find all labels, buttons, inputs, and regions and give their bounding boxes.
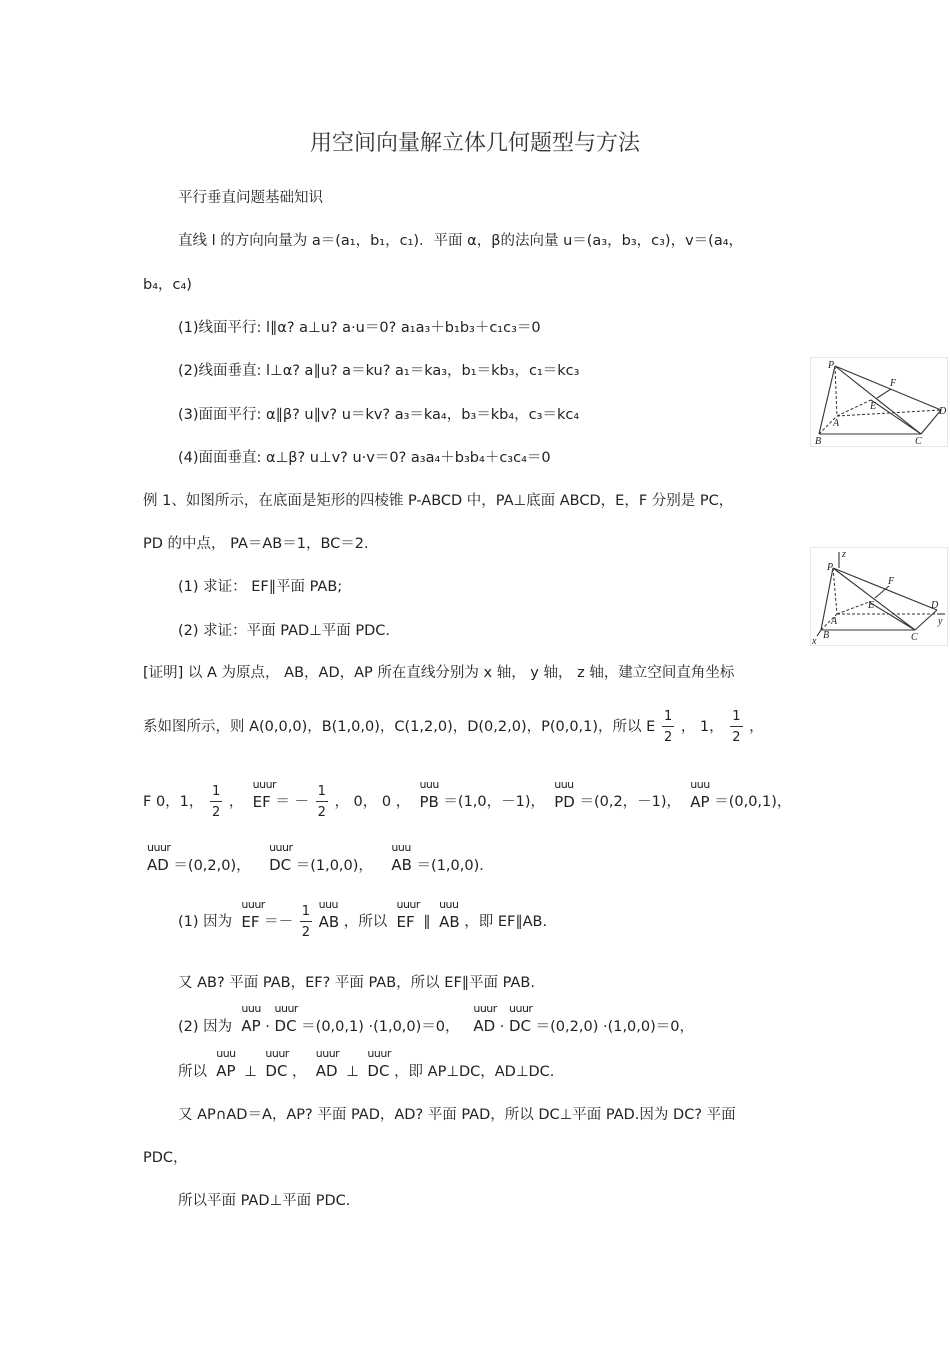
comma: ， (292, 1064, 307, 1080)
vector-ef: uuur EF (253, 795, 271, 810)
step2-because: (2) 因为 (178, 1019, 233, 1035)
label-e: E (870, 401, 877, 412)
fraction-half: $\frac{1}{2}$ (212, 784, 221, 820)
vector-ad: uuur AD (316, 1064, 338, 1079)
example-line-2: PD 的中点， PA＝AB＝1，BC＝2. (143, 536, 369, 552)
rule-perp-line-plane: (2)线面垂直: l⊥α? a∥u? a＝ku? a₁＝ka₃，b₁＝kb₃，c₁＝kc₃ (178, 363, 580, 379)
ad-value: ＝(0,2,0)， (173, 858, 251, 874)
f-coordinate: F 0，1， (143, 793, 204, 810)
vector-ad: uuur AD (473, 1019, 495, 1034)
fraction-half: $\frac{1}{2}$ (301, 904, 310, 940)
vector-ap: uuu AP (216, 1064, 235, 1079)
label-y: y (938, 616, 943, 627)
label-e: E (868, 600, 875, 611)
vector-pd: uuu PD (554, 795, 575, 810)
proof-step-1 (178, 905, 547, 939)
ef-equals: ＝ － (275, 793, 309, 810)
label-p: P (827, 562, 834, 573)
perp-symbol: ⊥ (346, 1064, 359, 1080)
label-x: x (812, 636, 817, 646)
comma: ， (749, 718, 764, 735)
ap-value: ＝(0,0,1)， (714, 793, 792, 810)
example-question-1: (1) 求证： EF∥平面 PAB; (178, 579, 343, 595)
label-f: F (888, 576, 895, 587)
vector-ef: uuur EF (241, 915, 259, 930)
example-question-2: (2) 求证：平面 PAD⊥平面 PDC. (178, 623, 391, 639)
step1-so: ，所以 (343, 913, 388, 930)
vector-ab: uuu AB (319, 915, 340, 930)
rule-perp-planes: (4)面面垂直: α⊥β? u⊥v? u·v＝0? a₃a₄＋b₃b₄＋c₃c₄＝0 (178, 450, 551, 466)
pyramid-figure-2 (810, 547, 948, 646)
vector-ap: uuu AP (241, 1019, 260, 1034)
comma: ， (395, 793, 411, 810)
example-line-1: 例 1、如图所示，在底面是矩形的四棱锥 P-ABCD 中，PA⊥底面 ABCD，E，F 分别是 PC， (143, 493, 734, 509)
step1-equals: ＝－ (264, 913, 294, 930)
basics-heading: 平行垂直问题基础知识 (178, 190, 323, 206)
proof-step-1-line-2: 又 AB? 平面 PAB，EF? 平面 PAB，所以 EF∥平面 PAB. (178, 975, 535, 991)
proof-line-2 (143, 710, 764, 744)
rule-parallel-planes: (3)面面平行: α∥β? u∥v? u＝kv? a₃＝ka₄，b₃＝kb₄，c₃＝kc₄ (178, 407, 580, 423)
fraction-half: $\frac{1}{2}$ (732, 709, 741, 745)
step2-value-1: ＝(0,0,1) ·(1,0,0)＝0， (301, 1019, 460, 1035)
pd-value: ＝(0,2，－1)， (579, 793, 682, 810)
label-z: z (842, 549, 846, 560)
step1-tail: ，即 EF∥AB. (464, 913, 548, 930)
rule-line-parallel: (1)线面平行: l∥α? a⊥u? a·u＝0? a₁a₃＋b₁b₃＋c₁c₃＝0 (178, 320, 541, 336)
dot-symbol: · (265, 1019, 270, 1035)
parallel-symbol: ∥ (423, 913, 431, 930)
vector-pb: uuu PB (419, 795, 438, 810)
proof-conclusion: 所以平面 PAD⊥平面 PDC. (178, 1193, 351, 1209)
vector-dc: uuur DC (367, 1064, 389, 1079)
vector-dc: uuur DC (275, 1019, 297, 1034)
dc-value: ＝(1,0,0)， (295, 858, 373, 874)
coordinates-text: 系如图所示，则 A(0,0,0)，B(1,0,0)，C(1,2,0)，D(0,2,0)，P(0,0,1)，所以 E (143, 718, 656, 735)
perp-symbol: ⊥ (244, 1064, 257, 1080)
vector-ap: uuu AP (690, 795, 709, 810)
proof-step-2-line-3: 又 AP∩AD＝A，AP? 平面 PAD，AD? 平面 PAD，所以 DC⊥平面 PAD.因为 DC? 平面 (178, 1107, 736, 1123)
vector-dc: uuur DC (265, 1064, 287, 1079)
vector-ad: uuur AD (147, 858, 169, 873)
label-a: A (833, 418, 840, 429)
dot-symbol: · (499, 1019, 505, 1035)
page-title: 用空间向量解立体几何题型与方法 (310, 131, 641, 156)
proof-line-1: [证明] 以 A 为原点， AB，AD，AP 所在直线分别为 x 轴， y 轴， z 轴，建立空间直角坐标 (143, 665, 735, 681)
label-b: B (815, 436, 822, 447)
label-b: B (823, 630, 830, 641)
proof-step-2 (178, 1019, 694, 1035)
label-d: D (939, 406, 947, 417)
vector-dc: uuur DC (509, 1019, 531, 1034)
fraction-half: $\frac{1}{2}$ (663, 709, 673, 745)
label-a: A (831, 616, 838, 627)
pyramid-figure-1 (810, 357, 948, 447)
pb-value: ＝(1,0，－1)， (443, 793, 546, 810)
e-coordinate-mid: ， 1， (680, 718, 724, 735)
step2-tail: ，即 AP⊥DC，AD⊥DC. (394, 1064, 555, 1080)
step1-because: (1) 因为 (178, 913, 233, 930)
vector-dc: uuur DC (269, 858, 291, 873)
intro-line-1: 直线 l 的方向向量为 a＝(a₁，b₁，c₁)．平面 α，β的法向量 u＝(a₃，b₃，c₃)，v＝(a₄， (178, 233, 744, 249)
comma: ， (228, 793, 244, 810)
label-f: F (890, 378, 897, 389)
label-c: C (911, 632, 918, 643)
step2-so: 所以 (178, 1064, 207, 1080)
vector-ab: uuu AB (391, 858, 412, 873)
proof-line-3 (143, 785, 791, 819)
label-p: P (828, 360, 835, 371)
proof-step-2-line-4: PDC， (143, 1150, 188, 1166)
step2-value-2: ＝(0,2,0) ·(1,0,0)＝0， (535, 1019, 695, 1035)
vector-ab: uuu AB (439, 915, 460, 930)
proof-line-4 (147, 858, 494, 874)
ab-value: ＝(1,0,0)． (416, 858, 494, 874)
ef-tail: ， 0， 0 (334, 793, 392, 810)
fraction-half: $\frac{1}{2}$ (317, 784, 326, 820)
intro-line-2: b₄，c₄) (143, 277, 192, 293)
label-c: C (915, 436, 922, 447)
proof-step-2-line-2 (178, 1064, 554, 1080)
vector-ef: uuur EF (396, 915, 414, 930)
label-d: D (931, 600, 939, 611)
